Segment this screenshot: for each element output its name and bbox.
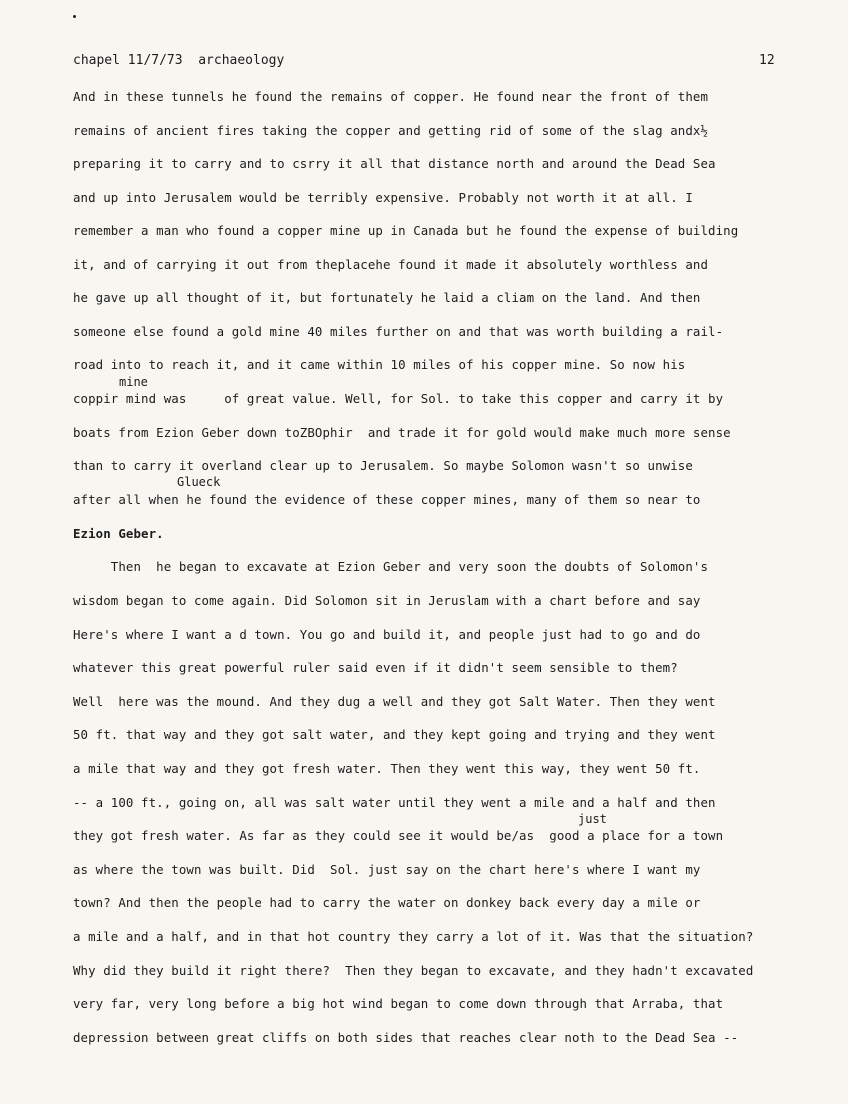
page-number: 12 bbox=[759, 53, 775, 68]
text-line: wisdom began to come again. Did Solomon sit in Jeruslam with a chart before and say bbox=[73, 593, 701, 608]
text-line: 50 ft. that way and they got salt water, and they kept going and trying and they went bbox=[73, 727, 716, 742]
text-line: as where the town was built. Did Sol. just say on the chart here's where I want my bbox=[73, 862, 701, 877]
header-title: chapel 11/7/73 archaeology bbox=[73, 53, 285, 68]
text-line: town? And then the people had to carry the water on donkey back every day a mile or bbox=[73, 895, 701, 910]
text-line: Well here was the mound. And they dug a well and they got Salt Water. Then they went bbox=[73, 694, 716, 709]
ink-speck bbox=[73, 15, 76, 18]
text-line: a mile and a half, and in that hot country they carry a lot of it. Was that the situation? bbox=[73, 929, 754, 944]
handwritten-insertion-just: just bbox=[578, 812, 607, 826]
handwritten-insertion-mine: mine bbox=[119, 375, 148, 389]
text-line: -- a 100 ft., going on, all was salt water until they went a mile and a half and then bbox=[73, 795, 716, 810]
text-line: Ezion Geber. bbox=[73, 526, 164, 541]
text-line: Then he began to excavate at Ezion Geber and very soon the doubts of Solomon's bbox=[73, 559, 709, 574]
text-line: and up into Jerusalem would be terribly expensive. Probably not worth it at all. I bbox=[73, 190, 693, 205]
text-line: remains of ancient fires taking the copper and getting rid of some of the slag andx½ bbox=[73, 123, 709, 138]
page-header bbox=[73, 53, 808, 73]
text-line: boats from Ezion Geber down toZBOphir and trade it for gold would make much more sense bbox=[73, 425, 731, 440]
text-line: they got fresh water. As far as they could see it would be/as good a place for a town bbox=[73, 828, 724, 843]
text-line: depression between great cliffs on both sides that reaches clear noth to the Dead Sea -- bbox=[73, 1030, 739, 1045]
text-line: it, and of carrying it out from theplacehe found it made it absolutely worthless and bbox=[73, 257, 709, 272]
handwritten-insertion-glueck: Glueck bbox=[177, 475, 221, 489]
text-line: a mile that way and they got fresh water. Then they went this way, they went 50 ft. bbox=[73, 761, 701, 776]
text-line: remember a man who found a copper mine up in Canada but he found the expense of building bbox=[73, 223, 739, 238]
text-line: someone else found a gold mine 40 miles further on and that was worth building a rail- bbox=[73, 324, 724, 339]
text-line: Here's where I want a d town. You go and build it, and people just had to go and do bbox=[73, 627, 701, 642]
text-line: than to carry it overland clear up to Jerusalem. So maybe Solomon wasn't so unwise bbox=[73, 458, 693, 473]
text-line: whatever this great powerful ruler said even if it didn't seem sensible to them? bbox=[73, 660, 678, 675]
text-line: very far, very long before a big hot wind began to come down through that Arraba, that bbox=[73, 996, 724, 1011]
text-line: And in these tunnels he found the remains of copper. He found near the front of them bbox=[73, 89, 709, 104]
text-line: road into to reach it, and it came within 10 miles of his copper mine. So now his bbox=[73, 357, 686, 372]
text-line: preparing it to carry and to csrry it all that distance north and around the Dead Sea bbox=[73, 156, 716, 171]
text-line: after all when he found the evidence of these copper mines, many of them so near to bbox=[73, 492, 701, 507]
text-line: Why did they build it right there? Then they began to excavate, and they hadn't excavated bbox=[73, 963, 754, 978]
text-line: he gave up all thought of it, but fortunately he laid a cliam on the land. And then bbox=[73, 290, 701, 305]
text-line: coppir mind was of great value. Well, for Sol. to take this copper and carry it by bbox=[73, 391, 724, 406]
